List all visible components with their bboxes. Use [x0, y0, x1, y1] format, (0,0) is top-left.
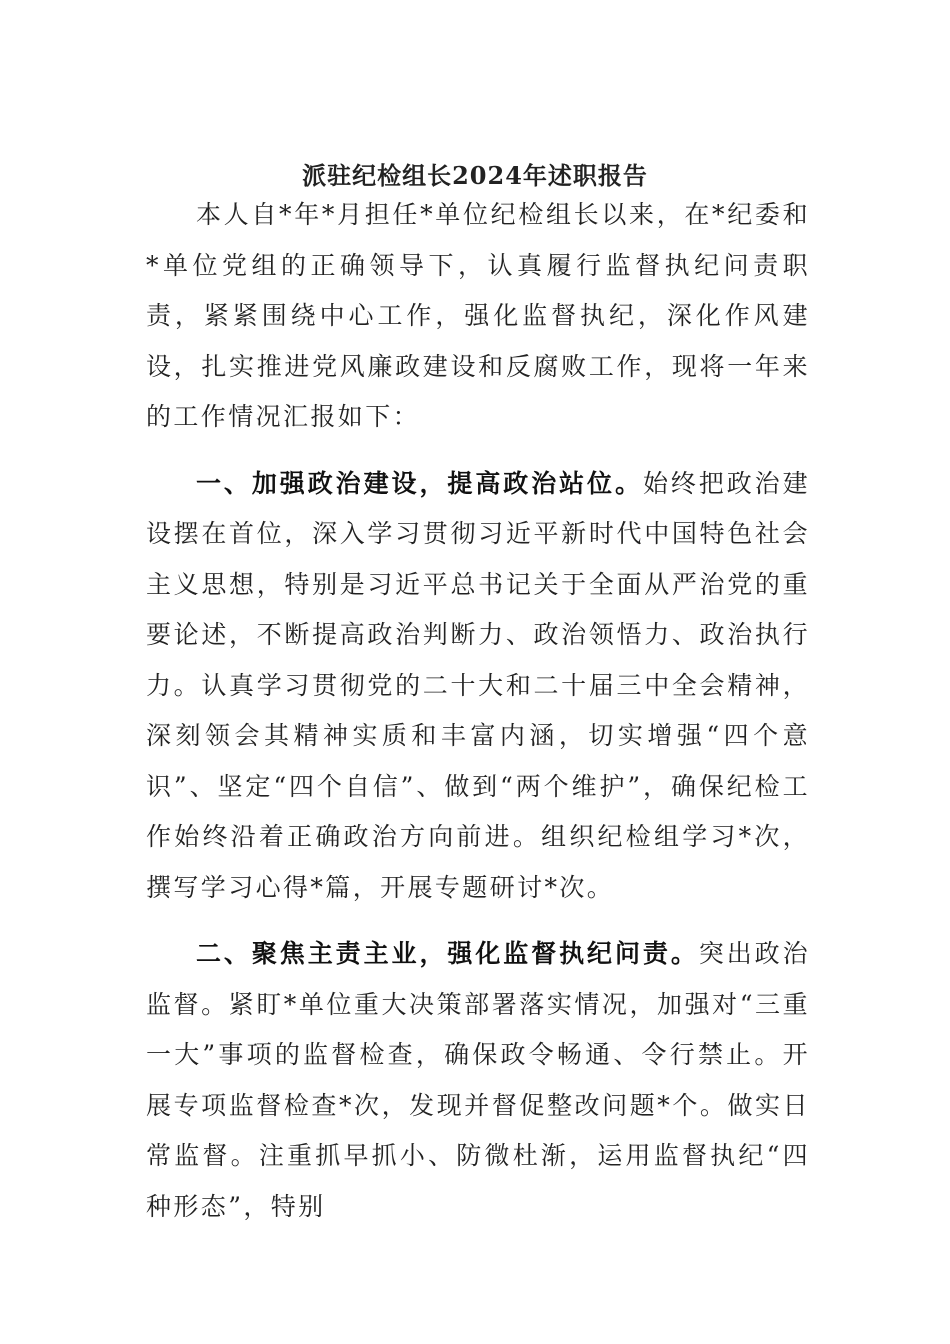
section-body-1: 始终把政治建设摆在首位，深入学习贯彻习近平新时代中国特色社会主义思想，特别是习近平总书记关于全面从严治党的重要论述，不断提高政治判断力、政治领悟力、政治执行力。认真学习贯彻党的二十大和二十届三中全会精神，深刻领会其精神实质和丰富内涵，切实增强“四个意识”、坚定“四个自信”、做到“两个维护”，确保纪检工作始终沿着正确政治方向前进。组织纪检组学习*次，撰写学习心得*篇，开展专题研讨*次。	[146, 468, 811, 902]
section-body-2: 突出政治监督。紧盯*单位重大决策部署落实情况，加强对“三重一大”事项的监督检查，确保政令畅通、令行禁止。开展专项监督检查*次，发现并督促整改问题*个。做实日常监督。注重抓早抓小、防微杜渐，运用监督执纪“四种形态”，特别	[146, 939, 810, 1221]
section-paragraph-2	[146, 929, 810, 1232]
section-heading-2: 二、聚焦主责主业，强化监督执纪问责。	[196, 939, 699, 968]
section-paragraph-1	[146, 459, 810, 914]
intro-paragraph: 本人自*年*月担任*单位纪检组长以来，在*纪委和*单位党组的正确领导下，认真履行监督执纪问责职责，紧紧围绕中心工作，强化监督执纪，深化作风建设，扎实推进党风廉政建设和反腐败工作，现将一年来的工作情况汇报如下：	[146, 200, 810, 431]
section-heading-1: 一、加强政治建设，提高政治站位。	[196, 468, 643, 498]
document-title: 派驻纪检组长2024年述职报告	[302, 161, 648, 190]
document-body	[146, 190, 810, 1232]
